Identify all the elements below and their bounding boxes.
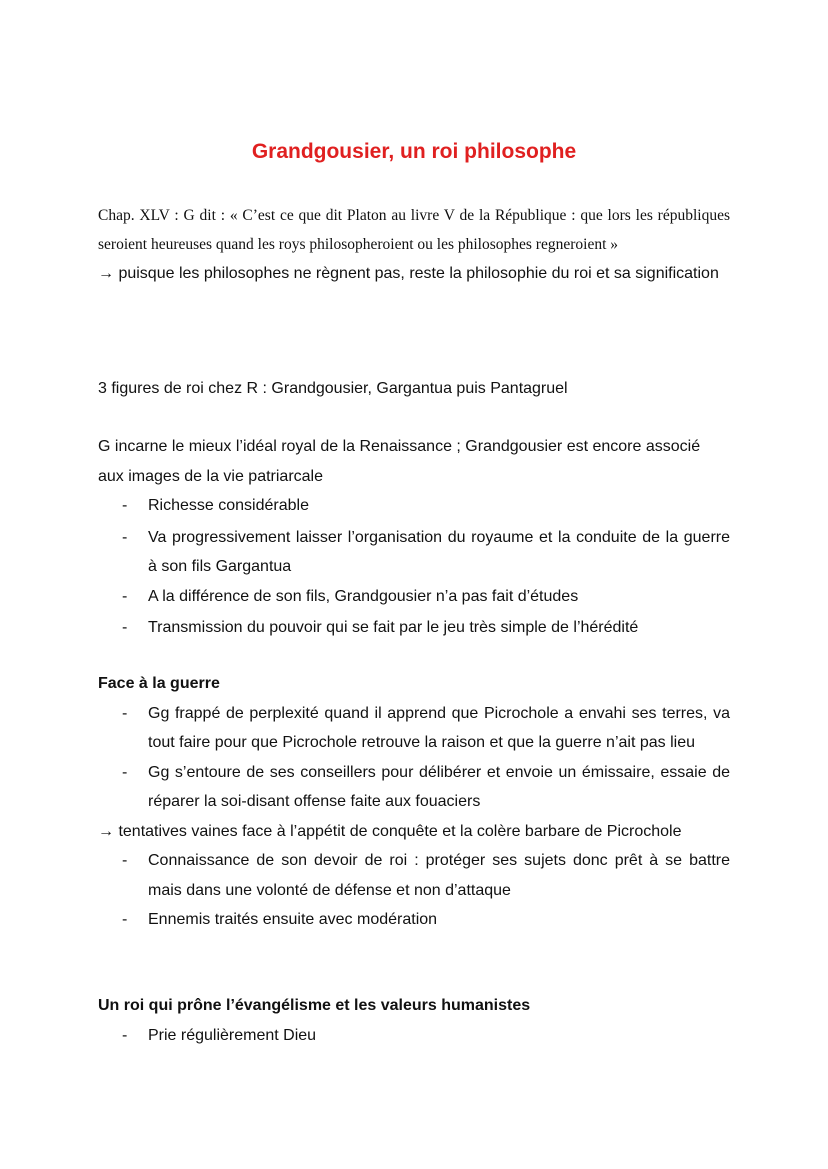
list-item-text: Transmission du pouvoir qui se fait par le jeu très simple de l’hérédité <box>148 619 639 636</box>
list-item-text: Va progressivement laisser l’organisation du royaume et la conduite de la guerre à son fils Gargantua <box>148 528 730 575</box>
list-item <box>98 699 730 758</box>
dash-bullet: - <box>122 704 128 722</box>
list-item <box>98 1021 730 1051</box>
dash-bullet: - <box>122 763 128 781</box>
quote-section <box>98 201 730 289</box>
dash-bullet: - <box>122 528 128 546</box>
quote-comment: → puisque les philosophes ne règnent pas, reste la philosophie du roi et sa signification <box>98 265 719 282</box>
war-list <box>98 699 730 817</box>
list-item <box>98 905 730 935</box>
war-comment: → tentatives vaines face à l’appétit de conquête et la colère barbare de Picrochole <box>98 822 682 840</box>
dash-bullet: - <box>122 497 128 514</box>
figures-section <box>98 374 730 404</box>
list-item-text: A la différence de son fils, Grandgousier n’a pas fait d’études <box>148 587 579 605</box>
list-item-text: Ennemis traités ensuite avec modération <box>148 911 438 928</box>
list-item <box>98 521 730 582</box>
dash-bullet: - <box>122 911 128 928</box>
platon-quote: Chap. XLV : G dit : « C’est ce que dit Platon au livre V de la République : que lors les républiques seroient heureuses quand les roys philosopheroient ou les philosophes regneroient » <box>98 207 730 253</box>
list-item <box>98 758 730 817</box>
document-title: Grandgousier, un roi philosophe <box>251 140 577 163</box>
ideal-section <box>98 432 730 643</box>
list-item-text: Prie régulièrement Dieu <box>148 1026 317 1044</box>
list-item-text: Richesse considérable <box>148 497 309 514</box>
list-item-text: Gg s’entoure de ses conseillers pour délibérer et envoie un émissaire, essaie de réparer la soi-disant offense faite aux fouaciers <box>148 763 730 810</box>
list-item <box>98 846 730 905</box>
dash-bullet: - <box>122 587 128 605</box>
war-section <box>98 669 730 935</box>
evangelism-list <box>98 1021 730 1051</box>
three-figures-text: 3 figures de roi chez R : Grandgousier, Gargantua puis Pantagruel <box>98 380 568 397</box>
dash-bullet: - <box>122 852 128 869</box>
dash-bullet: - <box>122 1026 128 1044</box>
list-item-text: Connaissance de son devoir de roi : protéger ses sujets donc prêt à se battre mais dans une volonté de défense et non d’attaque <box>148 852 730 899</box>
war-list-2 <box>98 846 730 935</box>
evangelism-section <box>98 991 730 1050</box>
ideal-list <box>98 491 730 643</box>
dash-bullet: - <box>122 619 128 636</box>
war-heading: Face à la guerre <box>98 675 220 692</box>
list-item <box>98 491 730 521</box>
evangelism-heading: Un roi qui prône l’évangélisme et les valeurs humanistes <box>98 997 531 1014</box>
ideal-royal-text: G incarne le mieux l’idéal royal de la Renaissance ; Grandgousier est encore associé aux images de la vie patriarcale <box>98 438 701 485</box>
list-item <box>98 582 730 612</box>
list-item-text: Gg frappé de perplexité quand il apprend que Picrochole a envahi ses terres, va tout faire pour que Picrochole retrouve la raison et que la guerre n’ait pas lieu <box>148 704 730 751</box>
list-item <box>98 611 730 643</box>
